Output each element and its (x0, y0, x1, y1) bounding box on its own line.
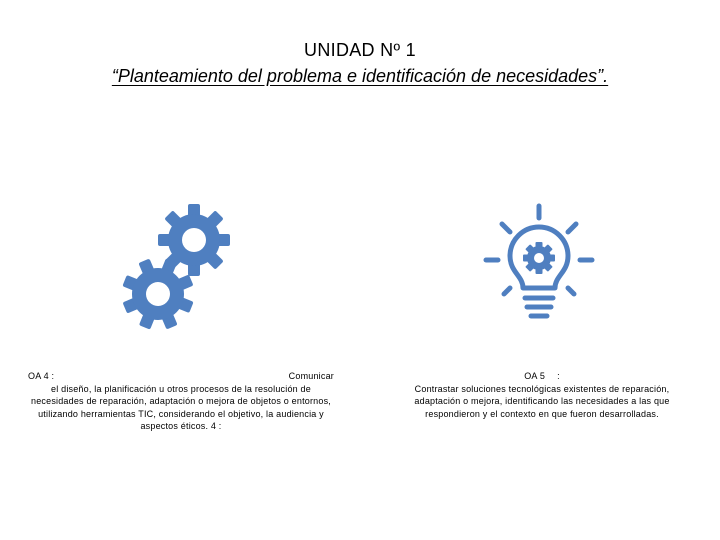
objective-oa4-text: el diseño, la planificación u otros procesos de la resolución de necesidades de reparación, adaptación o mejora de objetos o entornos, utilizando herramientas TIC, considerando el objetivo, la audiencia y aspectos éticos. 4 : (31, 383, 331, 431)
lightbulb-icon (480, 200, 598, 328)
objective-oa5-header (404, 370, 680, 383)
unit-title: UNIDAD Nº 1 (304, 40, 416, 60)
objective-oa4-verb: Comunicar (288, 371, 334, 381)
objective-oa4 (28, 370, 334, 433)
title-block (0, 38, 720, 88)
objective-oa5-colon: : (557, 371, 560, 381)
objective-oa5-text: Contrastar soluciones tecnológicas existentes de reparación, adaptación o mejora, identificando las necesidades a las que respondieron y el contexto en que fueron desarrolladas. (414, 383, 670, 419)
objective-oa5-code: OA 5 (524, 371, 546, 381)
objective-oa5 (404, 370, 680, 420)
gears-icon (118, 202, 230, 330)
unit-subtitle: “Planteamiento del problema e identificación de necesidades”. (111, 66, 609, 86)
objective-oa4-header (28, 370, 334, 383)
objective-oa4-code: OA 4 : (28, 371, 55, 381)
